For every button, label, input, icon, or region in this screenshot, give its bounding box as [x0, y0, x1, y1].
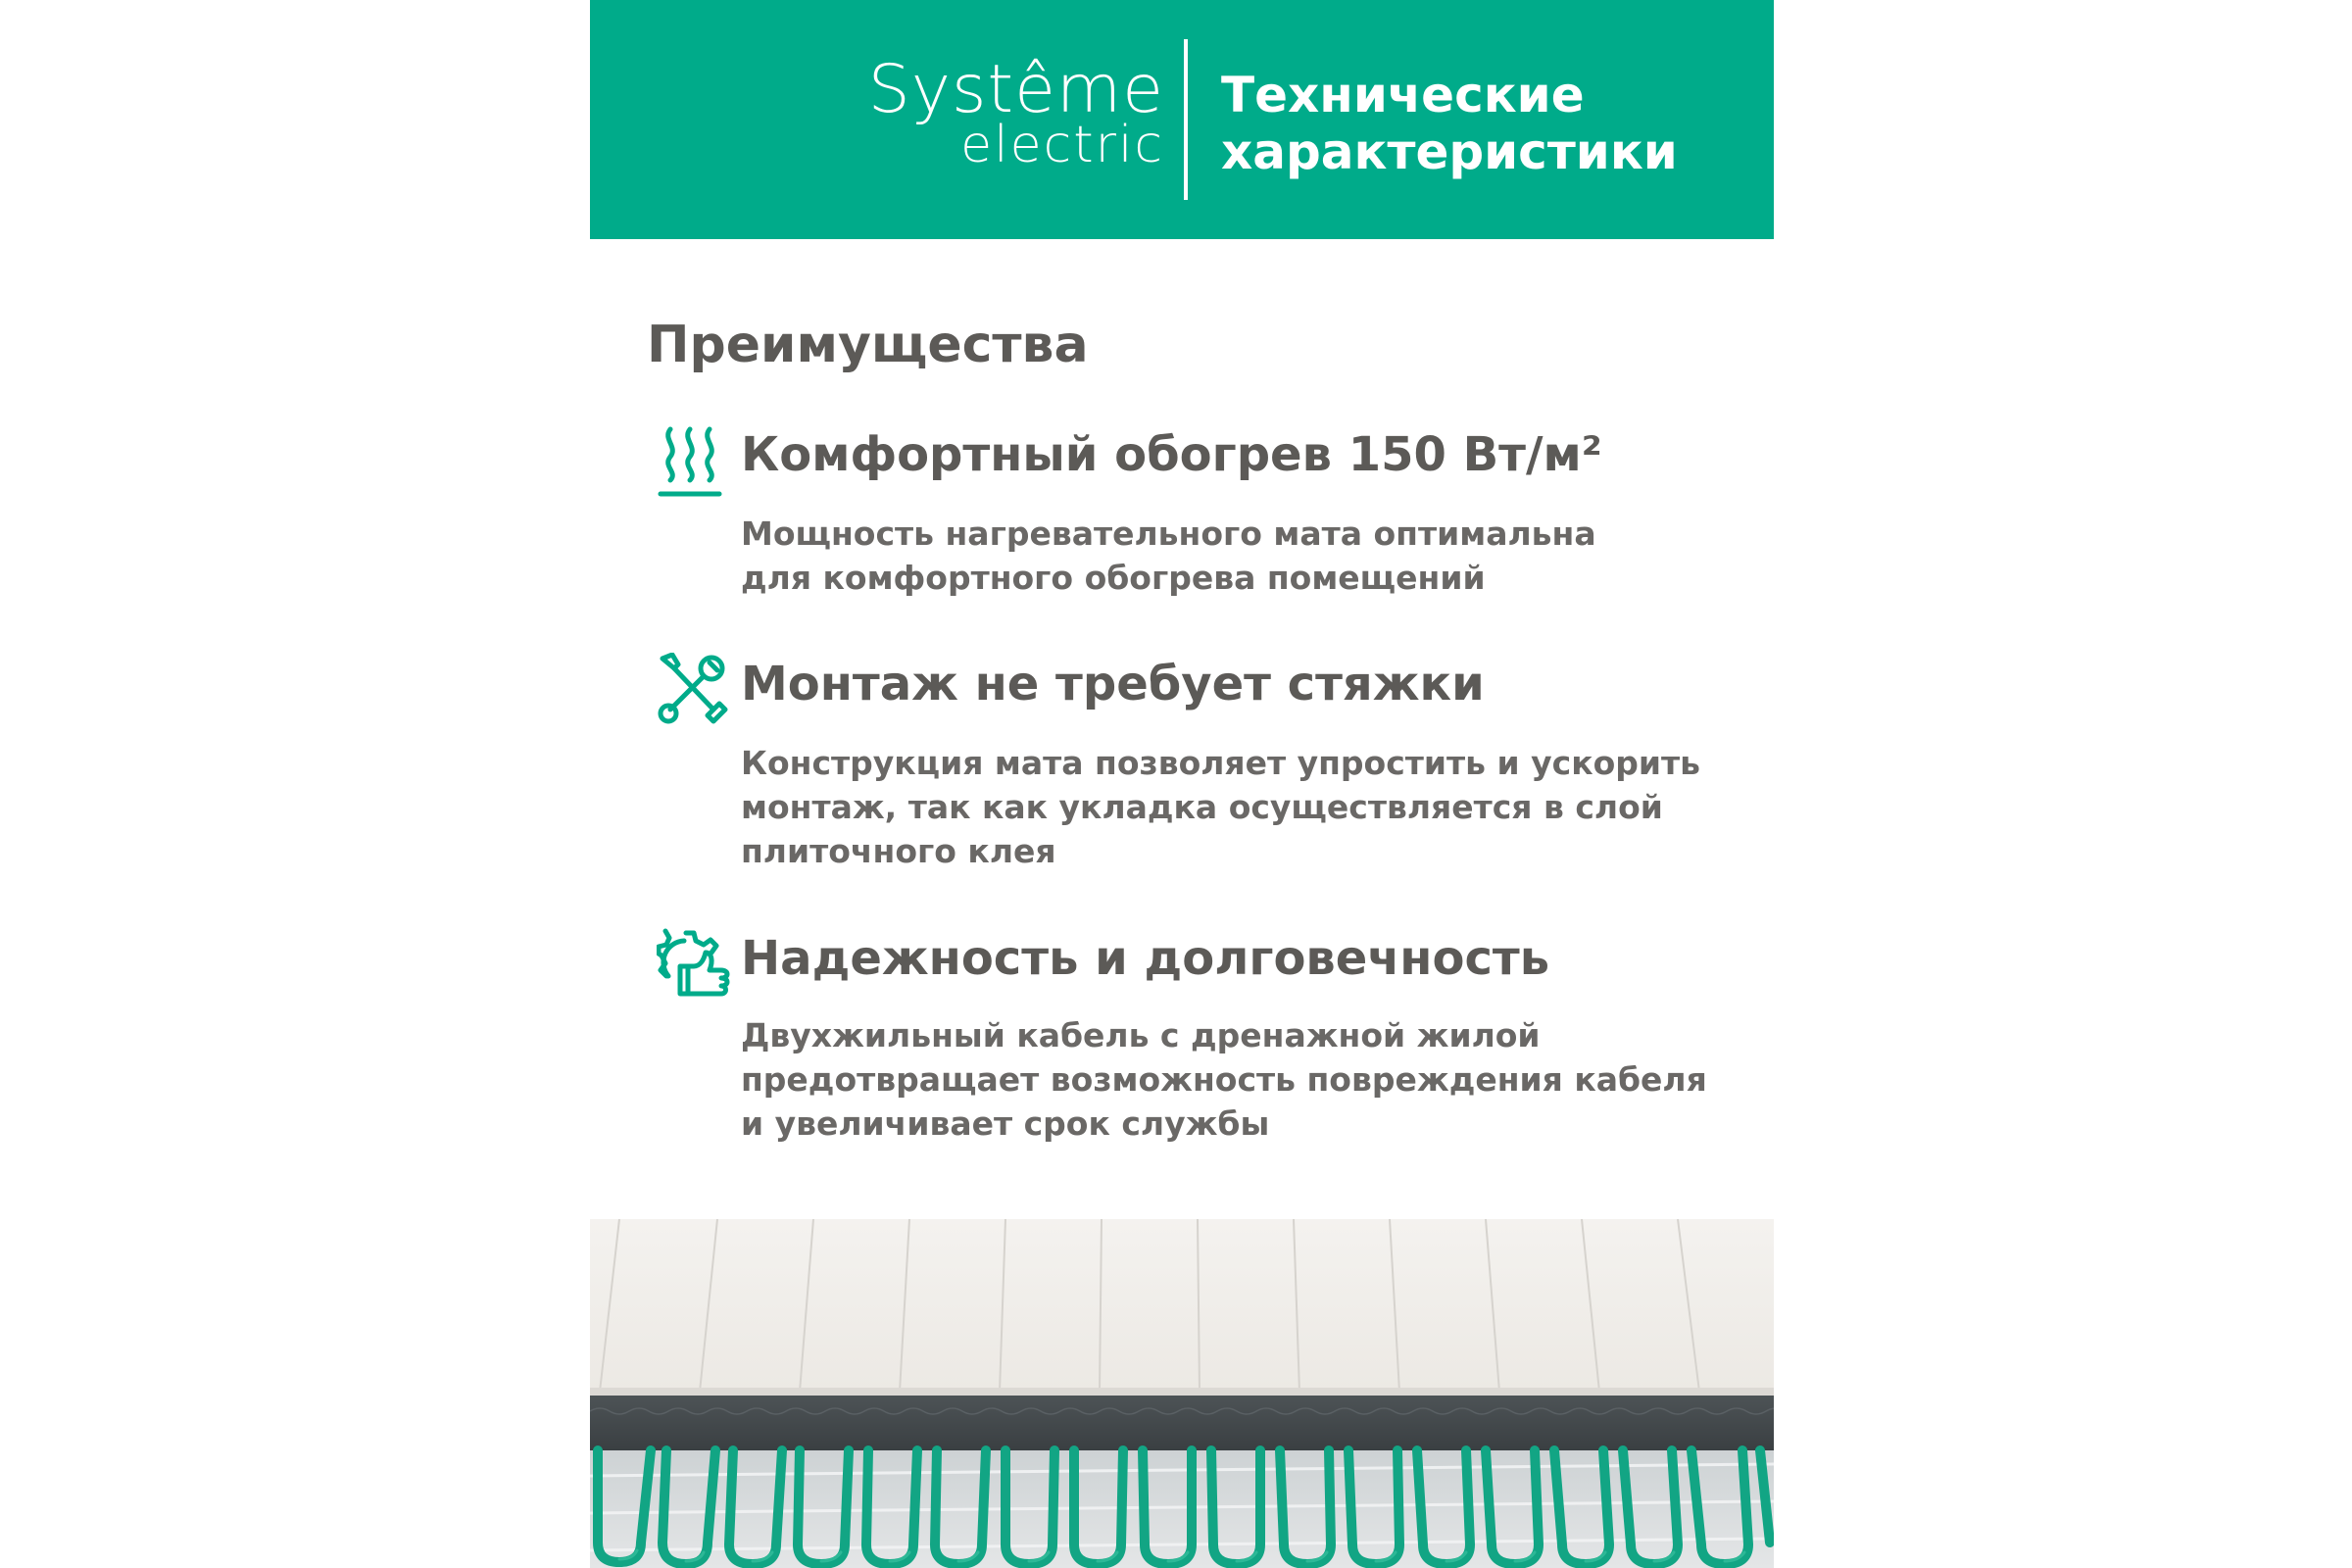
header-title-line-1: Технические [1221, 67, 1585, 123]
feature-text-installation [741, 741, 1721, 873]
feature-text-reliability [741, 1013, 1721, 1146]
feature-text-heating [741, 512, 1721, 600]
brand-logo [867, 51, 1164, 174]
brand-name-top: Systême [867, 51, 1164, 128]
mat-layer [590, 1396, 1774, 1450]
brand-name-bottom: electric [960, 116, 1164, 174]
header-title-line-2: характеристики [1221, 123, 1678, 180]
feature-text-line: предотвращает возможность повреждения кабеля [741, 1060, 1707, 1099]
feature-text-line: Конструкция мата позволяет упростить и ускорить [741, 744, 1700, 782]
tools-icon [657, 653, 729, 725]
feature-title-installation: Монтаж не требует стяжки [741, 657, 1485, 711]
header-title [1221, 67, 1678, 180]
feature-text-line: плиточного клея [741, 832, 1056, 870]
feature-text-line: для комфортного обогрева помещений [741, 559, 1486, 597]
product-sheet [590, 0, 1774, 1568]
header-banner [590, 0, 1774, 239]
feature-text-line: Двухжильный кабель с дренажной жилой [741, 1016, 1541, 1054]
feature-title-reliability: Надежность и долговечность [741, 931, 1550, 986]
section-title: Преимущества [647, 316, 1089, 374]
heat-waves-icon [657, 425, 723, 498]
feature-text-line: и увеличивает срок службы [741, 1104, 1270, 1143]
header-divider [1184, 39, 1188, 200]
feature-text-line: Мощность нагревательного мата оптимальна [741, 514, 1596, 553]
gear-thumb-up-icon [657, 927, 731, 1000]
floor-heating-illustration [590, 1219, 1774, 1568]
feature-text-line: монтаж, так как укладка осуществляется в слой [741, 788, 1663, 826]
mesh-base [590, 1450, 1774, 1568]
feature-title-heating: Комфортный обогрев 150 Вт/м² [741, 427, 1602, 482]
